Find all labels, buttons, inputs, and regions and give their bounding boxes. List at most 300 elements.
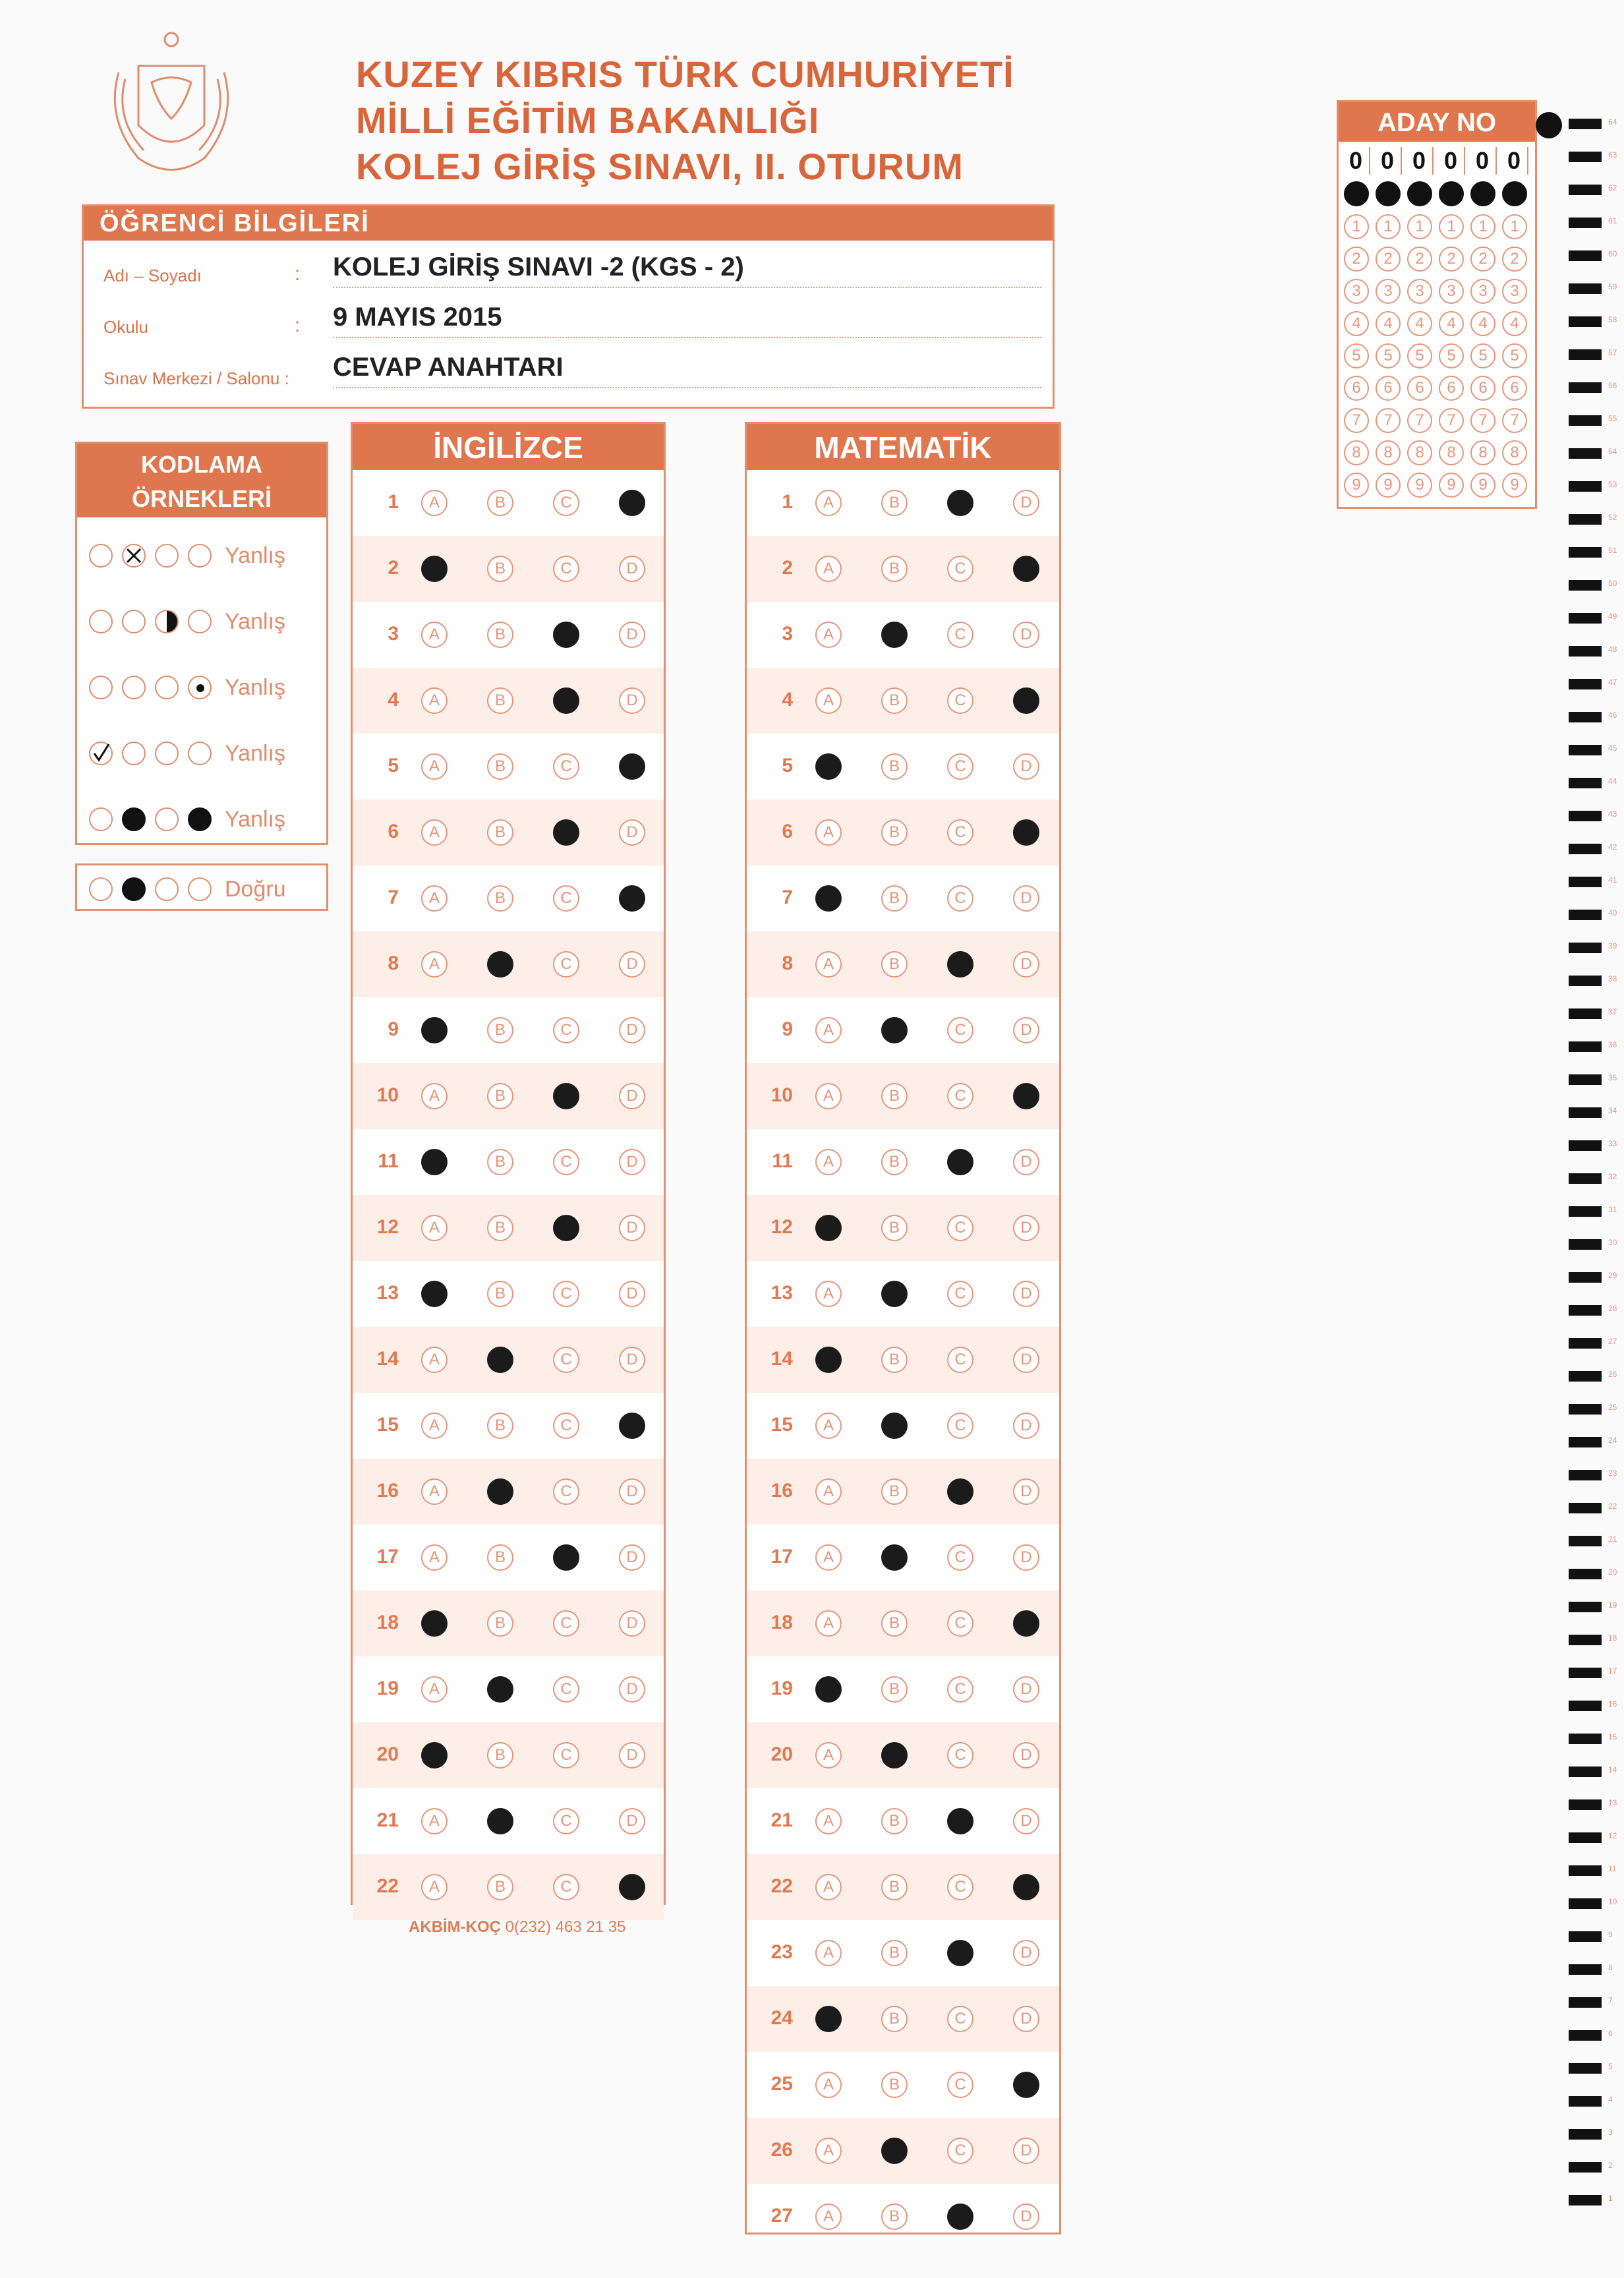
- candidate-digit-bubble[interactable]: 3: [1376, 279, 1401, 304]
- timing-mark: [1569, 1041, 1602, 1052]
- candidate-digit-bubble[interactable]: 4: [1470, 311, 1495, 336]
- answer-bubble-a[interactable]: A: [421, 490, 448, 516]
- timing-mark-number: 48: [1608, 645, 1617, 654]
- answer-bubble-b[interactable]: B: [487, 1281, 513, 1307]
- answer-bubble-d[interactable]: D: [1013, 556, 1039, 582]
- answer-bubble-b[interactable]: B: [487, 1083, 513, 1109]
- answer-bubble-a[interactable]: A: [421, 1281, 448, 1307]
- answer-bubble-d[interactable]: D: [619, 1478, 645, 1505]
- candidate-digit-bubble[interactable]: 5: [1376, 343, 1401, 368]
- answer-bubble-d[interactable]: D: [619, 490, 645, 516]
- answer-bubble-c[interactable]: C: [553, 1808, 579, 1834]
- answer-bubble-c[interactable]: C: [553, 1742, 579, 1768]
- answer-bubble-c[interactable]: C: [553, 819, 579, 846]
- answer-bubble-d[interactable]: D: [619, 1742, 645, 1768]
- answer-bubble-b[interactable]: B: [881, 1544, 908, 1571]
- candidate-digit-bubble[interactable]: 2: [1439, 247, 1464, 272]
- answer-bubble-a[interactable]: A: [421, 1083, 448, 1109]
- question-number: 15: [770, 1414, 793, 1436]
- answer-bubble-b[interactable]: B: [487, 1544, 513, 1571]
- candidate-digit-bubble[interactable]: 2: [1344, 247, 1369, 272]
- answer-bubble-b[interactable]: B: [881, 1215, 908, 1241]
- candidate-digit-box[interactable]: 0: [1437, 147, 1465, 175]
- candidate-digit-bubble[interactable]: 1: [1439, 214, 1464, 239]
- answer-bubble-c[interactable]: C: [553, 951, 579, 978]
- candidate-digit-filled-bubble[interactable]: [1344, 181, 1369, 206]
- answer-bubble-c[interactable]: C: [553, 885, 579, 912]
- answer-bubble-a[interactable]: A: [421, 1478, 448, 1505]
- answer-bubble-c[interactable]: C: [553, 1413, 579, 1439]
- answer-bubble-c[interactable]: C: [947, 2138, 973, 2164]
- empty-bubble-icon: [89, 877, 113, 901]
- candidate-digit-bubble[interactable]: 8: [1470, 440, 1495, 465]
- answer-bubble-b[interactable]: B: [487, 1808, 513, 1834]
- candidate-digit-bubble[interactable]: 6: [1344, 376, 1369, 401]
- candidate-digit-bubble[interactable]: 8: [1344, 440, 1369, 465]
- answer-bubble-a[interactable]: A: [421, 885, 448, 912]
- answer-bubble-d[interactable]: D: [619, 556, 645, 582]
- candidate-digit-bubble[interactable]: 4: [1344, 311, 1369, 336]
- candidate-digit-filled-bubble[interactable]: [1439, 181, 1464, 206]
- candidate-digit-bubble[interactable]: 8: [1376, 440, 1401, 465]
- candidate-digit-bubble[interactable]: 1: [1407, 214, 1432, 239]
- candidate-digit-bubble[interactable]: 7: [1502, 408, 1527, 433]
- answer-bubble-d[interactable]: D: [619, 1017, 645, 1043]
- answer-bubble-a[interactable]: A: [815, 490, 842, 516]
- answer-bubble-a[interactable]: A: [421, 1413, 448, 1439]
- question-number: 21: [770, 1809, 793, 1831]
- timing-mark-number: 47: [1608, 678, 1617, 687]
- answer-bubble-d[interactable]: D: [619, 951, 645, 978]
- answer-bubble-b[interactable]: B: [881, 1874, 908, 1900]
- answer-bubble-a[interactable]: A: [815, 1742, 842, 1768]
- wrong-label: Yanlış: [225, 740, 285, 766]
- answer-bubble-c[interactable]: C: [947, 885, 973, 912]
- answer-bubble-c[interactable]: C: [553, 753, 579, 780]
- answer-bubble-d[interactable]: D: [619, 622, 645, 648]
- answer-bubble-b[interactable]: B: [881, 556, 908, 582]
- answer-bubble-a[interactable]: A: [815, 1676, 842, 1703]
- answer-bubble-d[interactable]: D: [1013, 2072, 1039, 2098]
- answer-bubble-c[interactable]: C: [947, 1017, 973, 1043]
- answer-bubble-a[interactable]: A: [815, 1610, 842, 1637]
- question-row: [353, 997, 664, 1063]
- answer-bubble-c[interactable]: C: [553, 1478, 579, 1505]
- question-row: [353, 1393, 664, 1459]
- candidate-digit-bubble[interactable]: 7: [1376, 408, 1401, 433]
- candidate-digit-bubble[interactable]: 2: [1502, 247, 1527, 272]
- answer-bubble-b[interactable]: B: [881, 1676, 908, 1703]
- candidate-digit-bubble[interactable]: 5: [1470, 343, 1495, 368]
- candidate-digit-bubble[interactable]: 2: [1470, 247, 1495, 272]
- answer-bubble-d[interactable]: D: [619, 819, 645, 846]
- answer-bubble-d[interactable]: D: [1013, 1347, 1039, 1373]
- answer-bubble-b[interactable]: B: [487, 1149, 513, 1175]
- answer-bubble-d[interactable]: D: [619, 885, 645, 912]
- question-number: 18: [376, 1612, 399, 1633]
- answer-bubble-b[interactable]: B: [487, 1874, 513, 1900]
- answer-bubble-b[interactable]: B: [487, 951, 513, 978]
- answer-bubble-a[interactable]: A: [815, 1940, 842, 1966]
- answer-bubble-b[interactable]: B: [487, 1215, 513, 1241]
- answer-bubble-c[interactable]: C: [947, 1281, 973, 1307]
- timing-mark-number: 41: [1608, 875, 1617, 885]
- answer-bubble-b[interactable]: B: [881, 951, 908, 978]
- candidate-digit-bubble[interactable]: 3: [1407, 279, 1432, 304]
- answer-bubble-d[interactable]: D: [1013, 1676, 1039, 1703]
- answer-bubble-a[interactable]: A: [815, 622, 842, 648]
- answer-bubble-c[interactable]: C: [947, 1808, 973, 1834]
- answer-bubble-a[interactable]: A: [815, 1874, 842, 1900]
- candidate-digit-box[interactable]: 0: [1343, 147, 1370, 175]
- candidate-digit-box[interactable]: 0: [1469, 147, 1497, 175]
- candidate-digit-bubble[interactable]: 5: [1407, 343, 1432, 368]
- candidate-digit-bubble[interactable]: 3: [1439, 279, 1464, 304]
- answer-bubble-b[interactable]: B: [487, 622, 513, 648]
- candidate-digit-box[interactable]: 0: [1501, 147, 1528, 175]
- question-row: [747, 536, 1059, 602]
- answer-bubble-d[interactable]: D: [1013, 1281, 1039, 1307]
- candidate-digit-bubble[interactable]: 4: [1502, 311, 1527, 336]
- answer-bubble-b[interactable]: B: [881, 753, 908, 780]
- candidate-digit-bubble[interactable]: 9: [1376, 473, 1401, 498]
- answer-bubble-b[interactable]: B: [487, 885, 513, 912]
- candidate-digit-bubble[interactable]: 1: [1376, 214, 1401, 239]
- candidate-digit-bubble[interactable]: 4: [1439, 311, 1464, 336]
- timing-mark-number: 35: [1608, 1073, 1617, 1082]
- answer-bubble-b[interactable]: B: [881, 1940, 908, 1966]
- trnc-crest-logo: [99, 26, 244, 185]
- answer-bubble-b[interactable]: B: [487, 687, 513, 714]
- answer-bubble-d[interactable]: D: [1013, 1610, 1039, 1637]
- candidate-digit-box[interactable]: 0: [1406, 147, 1434, 175]
- answer-bubble-a[interactable]: A: [421, 1808, 448, 1834]
- candidate-digit-bubble[interactable]: 8: [1439, 440, 1464, 465]
- candidate-digit-bubble[interactable]: 3: [1344, 279, 1369, 304]
- answer-bubble-a[interactable]: A: [815, 1281, 842, 1307]
- answer-bubble-d[interactable]: D: [619, 1149, 645, 1175]
- answer-bubble-c[interactable]: C: [947, 490, 973, 516]
- answer-bubble-d[interactable]: D: [1013, 1017, 1039, 1043]
- answer-bubble-d[interactable]: D: [1013, 490, 1039, 516]
- answer-bubble-c[interactable]: C: [947, 1874, 973, 1900]
- answer-bubble-a[interactable]: A: [421, 1347, 448, 1373]
- answer-bubble-d[interactable]: D: [1013, 622, 1039, 648]
- answer-bubble-c[interactable]: C: [947, 1610, 973, 1637]
- answer-bubble-d[interactable]: D: [619, 1215, 645, 1241]
- answer-bubble-d[interactable]: D: [1013, 1215, 1039, 1241]
- question-number: 24: [770, 2007, 793, 2029]
- answer-bubble-b[interactable]: B: [881, 1017, 908, 1043]
- answer-bubble-c[interactable]: C: [553, 556, 579, 582]
- answer-bubble-a[interactable]: A: [815, 1347, 842, 1373]
- candidate-digit-bubble[interactable]: 9: [1470, 473, 1495, 498]
- answer-bubble-c[interactable]: C: [553, 1215, 579, 1241]
- candidate-digit-bubble[interactable]: 3: [1502, 279, 1527, 304]
- answer-bubble-c[interactable]: C: [947, 1676, 973, 1703]
- answer-bubble-a[interactable]: A: [421, 687, 448, 714]
- answer-bubble-a[interactable]: A: [815, 885, 842, 912]
- answer-bubble-b[interactable]: B: [487, 556, 513, 582]
- answer-bubble-c[interactable]: C: [553, 1149, 579, 1175]
- answer-bubble-a[interactable]: A: [815, 1413, 842, 1439]
- candidate-digit-bubble[interactable]: 5: [1502, 343, 1527, 368]
- answer-bubble-c[interactable]: C: [553, 1544, 579, 1571]
- answer-bubble-b[interactable]: B: [881, 819, 908, 846]
- answer-bubble-b[interactable]: B: [487, 490, 513, 516]
- answer-bubble-d[interactable]: D: [619, 1808, 645, 1834]
- candidate-digit-box[interactable]: 0: [1374, 147, 1402, 175]
- candidate-digit-bubble[interactable]: 6: [1470, 376, 1495, 401]
- answer-bubble-c[interactable]: C: [947, 2006, 973, 2032]
- answer-bubble-d[interactable]: D: [619, 1610, 645, 1637]
- answer-bubble-a[interactable]: A: [421, 951, 448, 978]
- question-row: [353, 536, 664, 602]
- candidate-digit-bubble[interactable]: 1: [1344, 214, 1369, 239]
- answer-bubble-b[interactable]: B: [487, 1742, 513, 1768]
- question-row: [747, 1261, 1059, 1327]
- answer-bubble-a[interactable]: A: [815, 687, 842, 714]
- candidate-digit-filled-bubble[interactable]: [1376, 181, 1401, 206]
- candidate-digit-bubble[interactable]: 4: [1407, 311, 1432, 336]
- empty-bubble-icon: [122, 742, 146, 765]
- candidate-digit-bubble[interactable]: 9: [1407, 473, 1432, 498]
- candidate-digit-bubble[interactable]: 5: [1344, 343, 1369, 368]
- answer-bubble-d[interactable]: D: [1013, 951, 1039, 978]
- answer-bubble-a[interactable]: A: [815, 2072, 842, 2098]
- answer-bubble-c[interactable]: C: [553, 1281, 579, 1307]
- answer-bubble-c[interactable]: C: [947, 1940, 973, 1966]
- answer-bubble-b[interactable]: B: [881, 1083, 908, 1109]
- answer-bubble-c[interactable]: C: [553, 490, 579, 516]
- answer-bubble-b[interactable]: B: [881, 2006, 908, 2032]
- answer-bubble-d[interactable]: D: [619, 1347, 645, 1373]
- answer-bubble-b[interactable]: B: [881, 1742, 908, 1768]
- answer-bubble-b[interactable]: B: [881, 1149, 908, 1175]
- answer-bubble-d[interactable]: D: [1013, 1149, 1039, 1175]
- answer-bubble-b[interactable]: B: [487, 1676, 513, 1703]
- answer-bubble-b[interactable]: B: [881, 2138, 908, 2164]
- answer-bubble-b[interactable]: B: [487, 1610, 513, 1637]
- candidate-digit-bubble[interactable]: 9: [1502, 473, 1527, 498]
- candidate-digit-bubble[interactable]: 8: [1502, 440, 1527, 465]
- answer-bubble-c[interactable]: C: [947, 1083, 973, 1109]
- answer-bubble-d[interactable]: D: [619, 1544, 645, 1571]
- name-field[interactable]: KOLEJ GİRİŞ SINAVI -2 (KGS - 2): [333, 250, 1041, 288]
- answer-bubble-c[interactable]: C: [947, 556, 973, 582]
- answer-bubble-a[interactable]: A: [815, 2204, 842, 2230]
- answer-bubble-d[interactable]: D: [1013, 885, 1039, 912]
- candidate-digit-bubble[interactable]: 2: [1376, 247, 1401, 272]
- center-field[interactable]: CEVAP ANAHTARI: [333, 350, 1041, 388]
- question-number: 16: [770, 1480, 793, 1502]
- answer-bubble-b[interactable]: B: [881, 1808, 908, 1834]
- answer-bubble-a[interactable]: A: [421, 1017, 448, 1043]
- answer-bubble-d[interactable]: D: [619, 1281, 645, 1307]
- answer-bubble-c[interactable]: C: [947, 687, 973, 714]
- answer-bubble-c[interactable]: C: [947, 951, 973, 978]
- candidate-digit-filled-bubble[interactable]: [1470, 181, 1495, 206]
- answer-bubble-d[interactable]: D: [619, 753, 645, 780]
- answer-bubble-d[interactable]: D: [619, 1874, 645, 1900]
- answer-bubble-a[interactable]: A: [421, 556, 448, 582]
- answer-bubble-a[interactable]: A: [421, 1610, 448, 1637]
- answer-bubble-c[interactable]: C: [947, 1149, 973, 1175]
- answer-bubble-c[interactable]: C: [553, 1874, 579, 1900]
- timing-mark: [1569, 646, 1602, 657]
- candidate-digit-bubble[interactable]: 6: [1376, 376, 1401, 401]
- answer-bubble-a[interactable]: A: [815, 951, 842, 978]
- candidate-digit-filled-bubble[interactable]: [1407, 181, 1432, 206]
- candidate-digit-bubble[interactable]: 6: [1407, 376, 1432, 401]
- answer-bubble-a[interactable]: A: [815, 1017, 842, 1043]
- school-field[interactable]: 9 MAYIS 2015: [333, 300, 1041, 338]
- answer-bubble-b[interactable]: B: [487, 1413, 513, 1439]
- answer-bubble-a[interactable]: A: [421, 1676, 448, 1703]
- answer-bubble-d[interactable]: D: [619, 1413, 645, 1439]
- answer-bubble-d[interactable]: D: [1013, 1940, 1039, 1966]
- answer-bubble-a[interactable]: A: [815, 2138, 842, 2164]
- timing-mark-number: 14: [1608, 1765, 1617, 1774]
- timing-mark-number: 64: [1608, 117, 1617, 127]
- answer-bubble-c[interactable]: C: [947, 1347, 973, 1373]
- answer-bubble-a[interactable]: A: [815, 753, 842, 780]
- answer-bubble-c[interactable]: C: [947, 1413, 973, 1439]
- answer-bubble-b[interactable]: B: [487, 819, 513, 846]
- candidate-digit-bubble[interactable]: 7: [1407, 408, 1432, 433]
- candidate-digit-filled-bubble[interactable]: [1502, 181, 1527, 206]
- answer-bubble-a[interactable]: A: [815, 1478, 842, 1505]
- answer-bubble-a[interactable]: A: [421, 753, 448, 780]
- timing-mark-number: 1: [1608, 2194, 1613, 2203]
- answer-bubble-c[interactable]: C: [553, 1083, 579, 1109]
- candidate-digit-bubble[interactable]: 7: [1439, 408, 1464, 433]
- question-row: [747, 800, 1059, 865]
- question-number: 5: [782, 755, 793, 776]
- answer-bubble-d[interactable]: D: [1013, 1742, 1039, 1768]
- timing-mark: [1569, 1865, 1602, 1876]
- timing-mark-number: 34: [1608, 1106, 1617, 1115]
- answer-bubble-c[interactable]: C: [947, 2072, 973, 2098]
- answer-bubble-a[interactable]: A: [815, 1215, 842, 1241]
- answer-bubble-c[interactable]: C: [553, 687, 579, 714]
- candidate-digit-bubble[interactable]: 8: [1407, 440, 1432, 465]
- answer-bubble-c[interactable]: C: [553, 622, 579, 648]
- answer-bubble-b[interactable]: B: [487, 1017, 513, 1043]
- candidate-digit-bubble[interactable]: 6: [1502, 376, 1527, 401]
- answer-bubble-c[interactable]: C: [947, 1478, 973, 1505]
- answer-bubble-b[interactable]: B: [881, 885, 908, 912]
- answer-bubble-c[interactable]: C: [947, 819, 973, 846]
- answer-bubble-b[interactable]: B: [487, 753, 513, 780]
- answer-bubble-c[interactable]: C: [553, 1017, 579, 1043]
- answer-bubble-c[interactable]: C: [947, 2204, 973, 2230]
- empty-bubble-icon: [89, 544, 113, 568]
- answer-bubble-d[interactable]: D: [619, 687, 645, 714]
- answer-bubble-d[interactable]: D: [1013, 687, 1039, 714]
- answer-bubble-b[interactable]: B: [881, 1347, 908, 1373]
- answer-bubble-b[interactable]: B: [881, 1610, 908, 1637]
- answer-bubble-a[interactable]: A: [421, 1544, 448, 1571]
- candidate-digit-bubble[interactable]: 4: [1376, 311, 1401, 336]
- answer-bubble-c[interactable]: C: [947, 1544, 973, 1571]
- candidate-digit-bubble[interactable]: 1: [1470, 214, 1495, 239]
- answer-bubble-d[interactable]: D: [1013, 1413, 1039, 1439]
- answer-bubble-b[interactable]: B: [881, 1478, 908, 1505]
- answer-bubble-d[interactable]: D: [1013, 2204, 1039, 2230]
- answer-bubble-d[interactable]: D: [1013, 2006, 1039, 2032]
- answer-bubble-a[interactable]: A: [421, 622, 448, 648]
- answer-bubble-d[interactable]: D: [1013, 1874, 1039, 1900]
- answer-bubble-d[interactable]: D: [619, 1676, 645, 1703]
- answer-bubble-a[interactable]: A: [815, 556, 842, 582]
- answer-bubble-a[interactable]: A: [421, 1215, 448, 1241]
- answer-bubble-d[interactable]: D: [1013, 2138, 1039, 2164]
- answer-bubble-d[interactable]: D: [1013, 1083, 1039, 1109]
- answer-bubble-b[interactable]: B: [881, 2204, 908, 2230]
- answer-bubble-a[interactable]: A: [815, 1544, 842, 1571]
- answer-bubble-c[interactable]: C: [553, 1610, 579, 1637]
- answer-bubble-a[interactable]: A: [815, 2006, 842, 2032]
- timing-mark: [1569, 1371, 1602, 1382]
- answer-bubble-b[interactable]: B: [881, 1413, 908, 1439]
- answer-bubble-c[interactable]: C: [947, 753, 973, 780]
- answer-bubble-a[interactable]: A: [815, 1149, 842, 1175]
- answer-bubble-a[interactable]: A: [421, 1742, 448, 1768]
- answer-bubble-a[interactable]: A: [421, 1874, 448, 1900]
- answer-bubble-d[interactable]: D: [1013, 1478, 1039, 1505]
- filled-bubble-icon: [122, 807, 146, 831]
- answer-bubble-b[interactable]: B: [881, 2072, 908, 2098]
- question-number: 13: [770, 1282, 793, 1304]
- answer-bubble-b[interactable]: B: [881, 490, 908, 516]
- answer-bubble-c[interactable]: C: [947, 1215, 973, 1241]
- candidate-digit-bubble[interactable]: 2: [1407, 247, 1432, 272]
- candidate-digit-bubble[interactable]: 1: [1502, 214, 1527, 239]
- answer-bubble-b[interactable]: B: [881, 1281, 908, 1307]
- answer-bubble-d[interactable]: D: [1013, 1544, 1039, 1571]
- english-title: İNGİLİZCE: [353, 424, 664, 470]
- answer-bubble-a[interactable]: A: [815, 819, 842, 846]
- candidate-digit-bubble[interactable]: 5: [1439, 343, 1464, 368]
- answer-bubble-d[interactable]: D: [1013, 753, 1039, 780]
- candidate-digit-bubble[interactable]: 9: [1344, 473, 1369, 498]
- answer-bubble-b[interactable]: B: [881, 622, 908, 648]
- answer-bubble-a[interactable]: A: [815, 1808, 842, 1834]
- candidate-digit-bubble[interactable]: 7: [1344, 408, 1369, 433]
- answer-bubble-c[interactable]: C: [553, 1676, 579, 1703]
- question-row: [353, 1195, 664, 1261]
- answer-bubble-a[interactable]: A: [421, 1149, 448, 1175]
- answer-bubble-c[interactable]: C: [553, 1347, 579, 1373]
- answer-bubble-a[interactable]: A: [815, 1083, 842, 1109]
- candidate-digit-bubble[interactable]: 9: [1439, 473, 1464, 498]
- timing-mark: [1569, 382, 1602, 393]
- answer-bubble-d[interactable]: D: [1013, 1808, 1039, 1834]
- answer-bubble-d[interactable]: D: [619, 1083, 645, 1109]
- answer-bubble-c[interactable]: C: [947, 622, 973, 648]
- answer-bubble-c[interactable]: C: [947, 1742, 973, 1768]
- answer-bubble-b[interactable]: B: [881, 687, 908, 714]
- candidate-digit-bubble[interactable]: 6: [1439, 376, 1464, 401]
- answer-bubble-d[interactable]: D: [1013, 819, 1039, 846]
- answer-bubble-b[interactable]: B: [487, 1478, 513, 1505]
- candidate-digit-bubble[interactable]: 7: [1470, 408, 1495, 433]
- candidate-digit-bubble[interactable]: 3: [1470, 279, 1495, 304]
- answer-bubble-b[interactable]: B: [487, 1347, 513, 1373]
- question-row: [747, 1129, 1059, 1195]
- answer-bubble-a[interactable]: A: [421, 819, 448, 846]
